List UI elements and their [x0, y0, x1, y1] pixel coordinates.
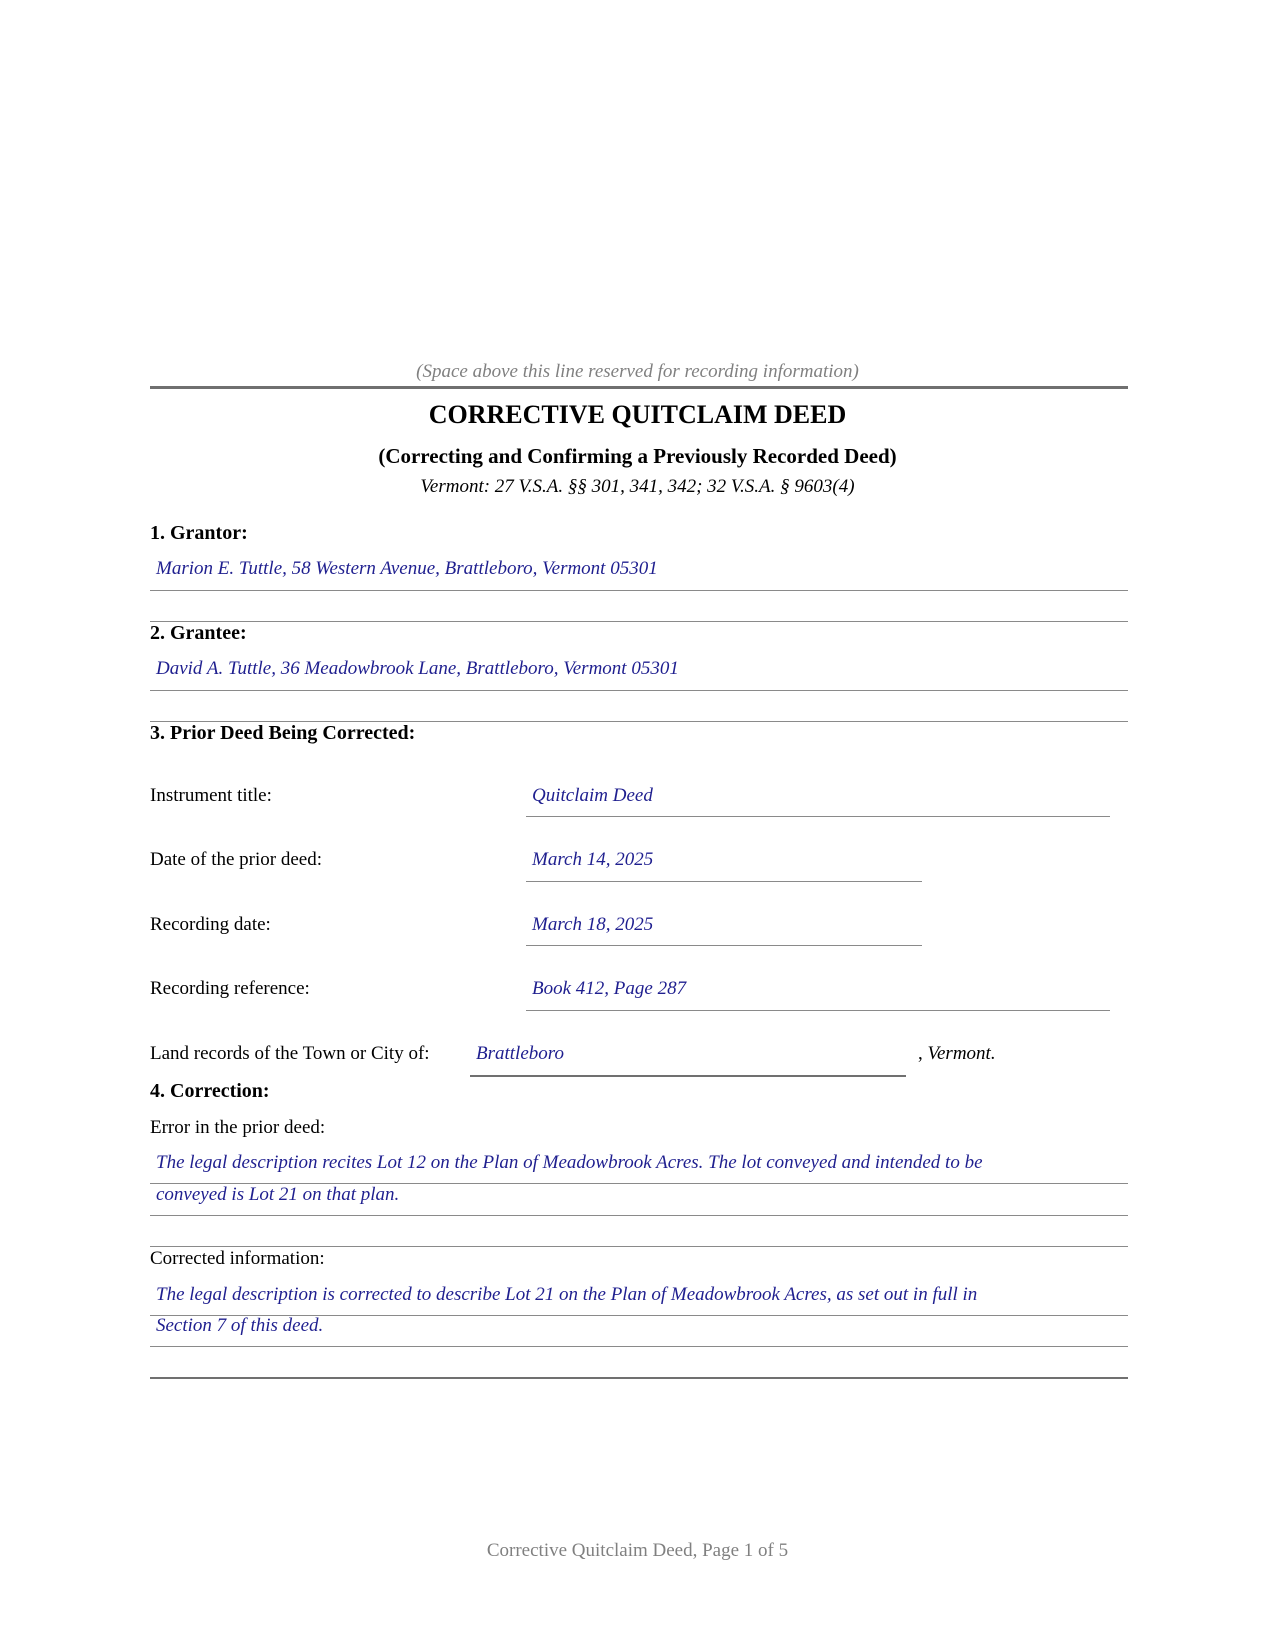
prior-deed-heading: 3. Prior Deed Being Corrected: [150, 722, 416, 744]
grantee-heading: 2. Grantee: [150, 622, 247, 644]
town-label: Land records of the Town or City of: [150, 1043, 430, 1064]
corrected-text-line-2[interactable]: Section 7 of this deed. [156, 1315, 324, 1336]
recording-divider [150, 386, 1128, 389]
recording-date-field[interactable]: March 18, 2025 [532, 914, 654, 935]
corrected-line-3 [150, 1377, 1128, 1379]
statute-citation: Vermont: 27 V.S.A. §§ 301, 341, 342; 32 V.S.A. § 9603(4) [420, 476, 855, 497]
error-text-line-1[interactable]: The legal description recites Lot 12 on the Plan of Meadowbrook Acres. The lot conveyed and intended to be [156, 1152, 983, 1173]
error-line-2 [150, 1215, 1128, 1216]
recording-reference-label: Recording reference: [150, 978, 310, 999]
prior-deed-date-label: Date of the prior deed: [150, 849, 322, 870]
grantee-line [150, 690, 1128, 691]
recording-reference-line [526, 1010, 1110, 1011]
correction-heading: 4. Correction: [150, 1080, 270, 1102]
prior-deed-date-line [526, 881, 922, 882]
document-subtitle: (Correcting and Confirming a Previously Recorded Deed) [378, 444, 897, 468]
town-field[interactable]: Brattleboro [476, 1043, 564, 1064]
instrument-title-label: Instrument title: [150, 785, 272, 806]
recording-note: (Space above this line reserved for recording information) [416, 361, 859, 382]
town-line [470, 1075, 906, 1077]
instrument-title-field[interactable]: Quitclaim Deed [532, 785, 653, 806]
recording-date-label: Recording date: [150, 914, 271, 935]
corrected-label: Corrected information: [150, 1248, 325, 1269]
grantee-field[interactable]: David A. Tuttle, 36 Meadowbrook Lane, Brattleboro, Vermont 05301 [156, 658, 679, 679]
recording-reference-field[interactable]: Book 412, Page 287 [532, 978, 687, 999]
prior-deed-date-field[interactable]: March 14, 2025 [532, 849, 654, 870]
state-suffix: , Vermont. [918, 1043, 996, 1064]
grantor-field[interactable]: Marion E. Tuttle, 58 Western Avenue, Brattleboro, Vermont 05301 [156, 558, 658, 579]
error-label: Error in the prior deed: [150, 1117, 326, 1138]
grantor-heading: 1. Grantor: [150, 522, 248, 544]
document-title: CORRECTIVE QUITCLAIM DEED [428, 400, 847, 429]
page-footer: Corrective Quitclaim Deed, Page 1 of 5 [486, 1540, 789, 1561]
grantor-line-2 [150, 621, 1128, 622]
grantor-line [150, 590, 1128, 591]
recording-date-line [526, 945, 922, 946]
corrected-text-line-1[interactable]: The legal description is corrected to describe Lot 21 on the Plan of Meadowbrook Acres, as set out in full in [156, 1284, 978, 1305]
corrected-line-2 [150, 1346, 1128, 1347]
error-text-line-2[interactable]: conveyed is Lot 21 on that plan. [156, 1184, 400, 1205]
error-line-3 [150, 1246, 1128, 1247]
instrument-title-line [526, 816, 1110, 817]
